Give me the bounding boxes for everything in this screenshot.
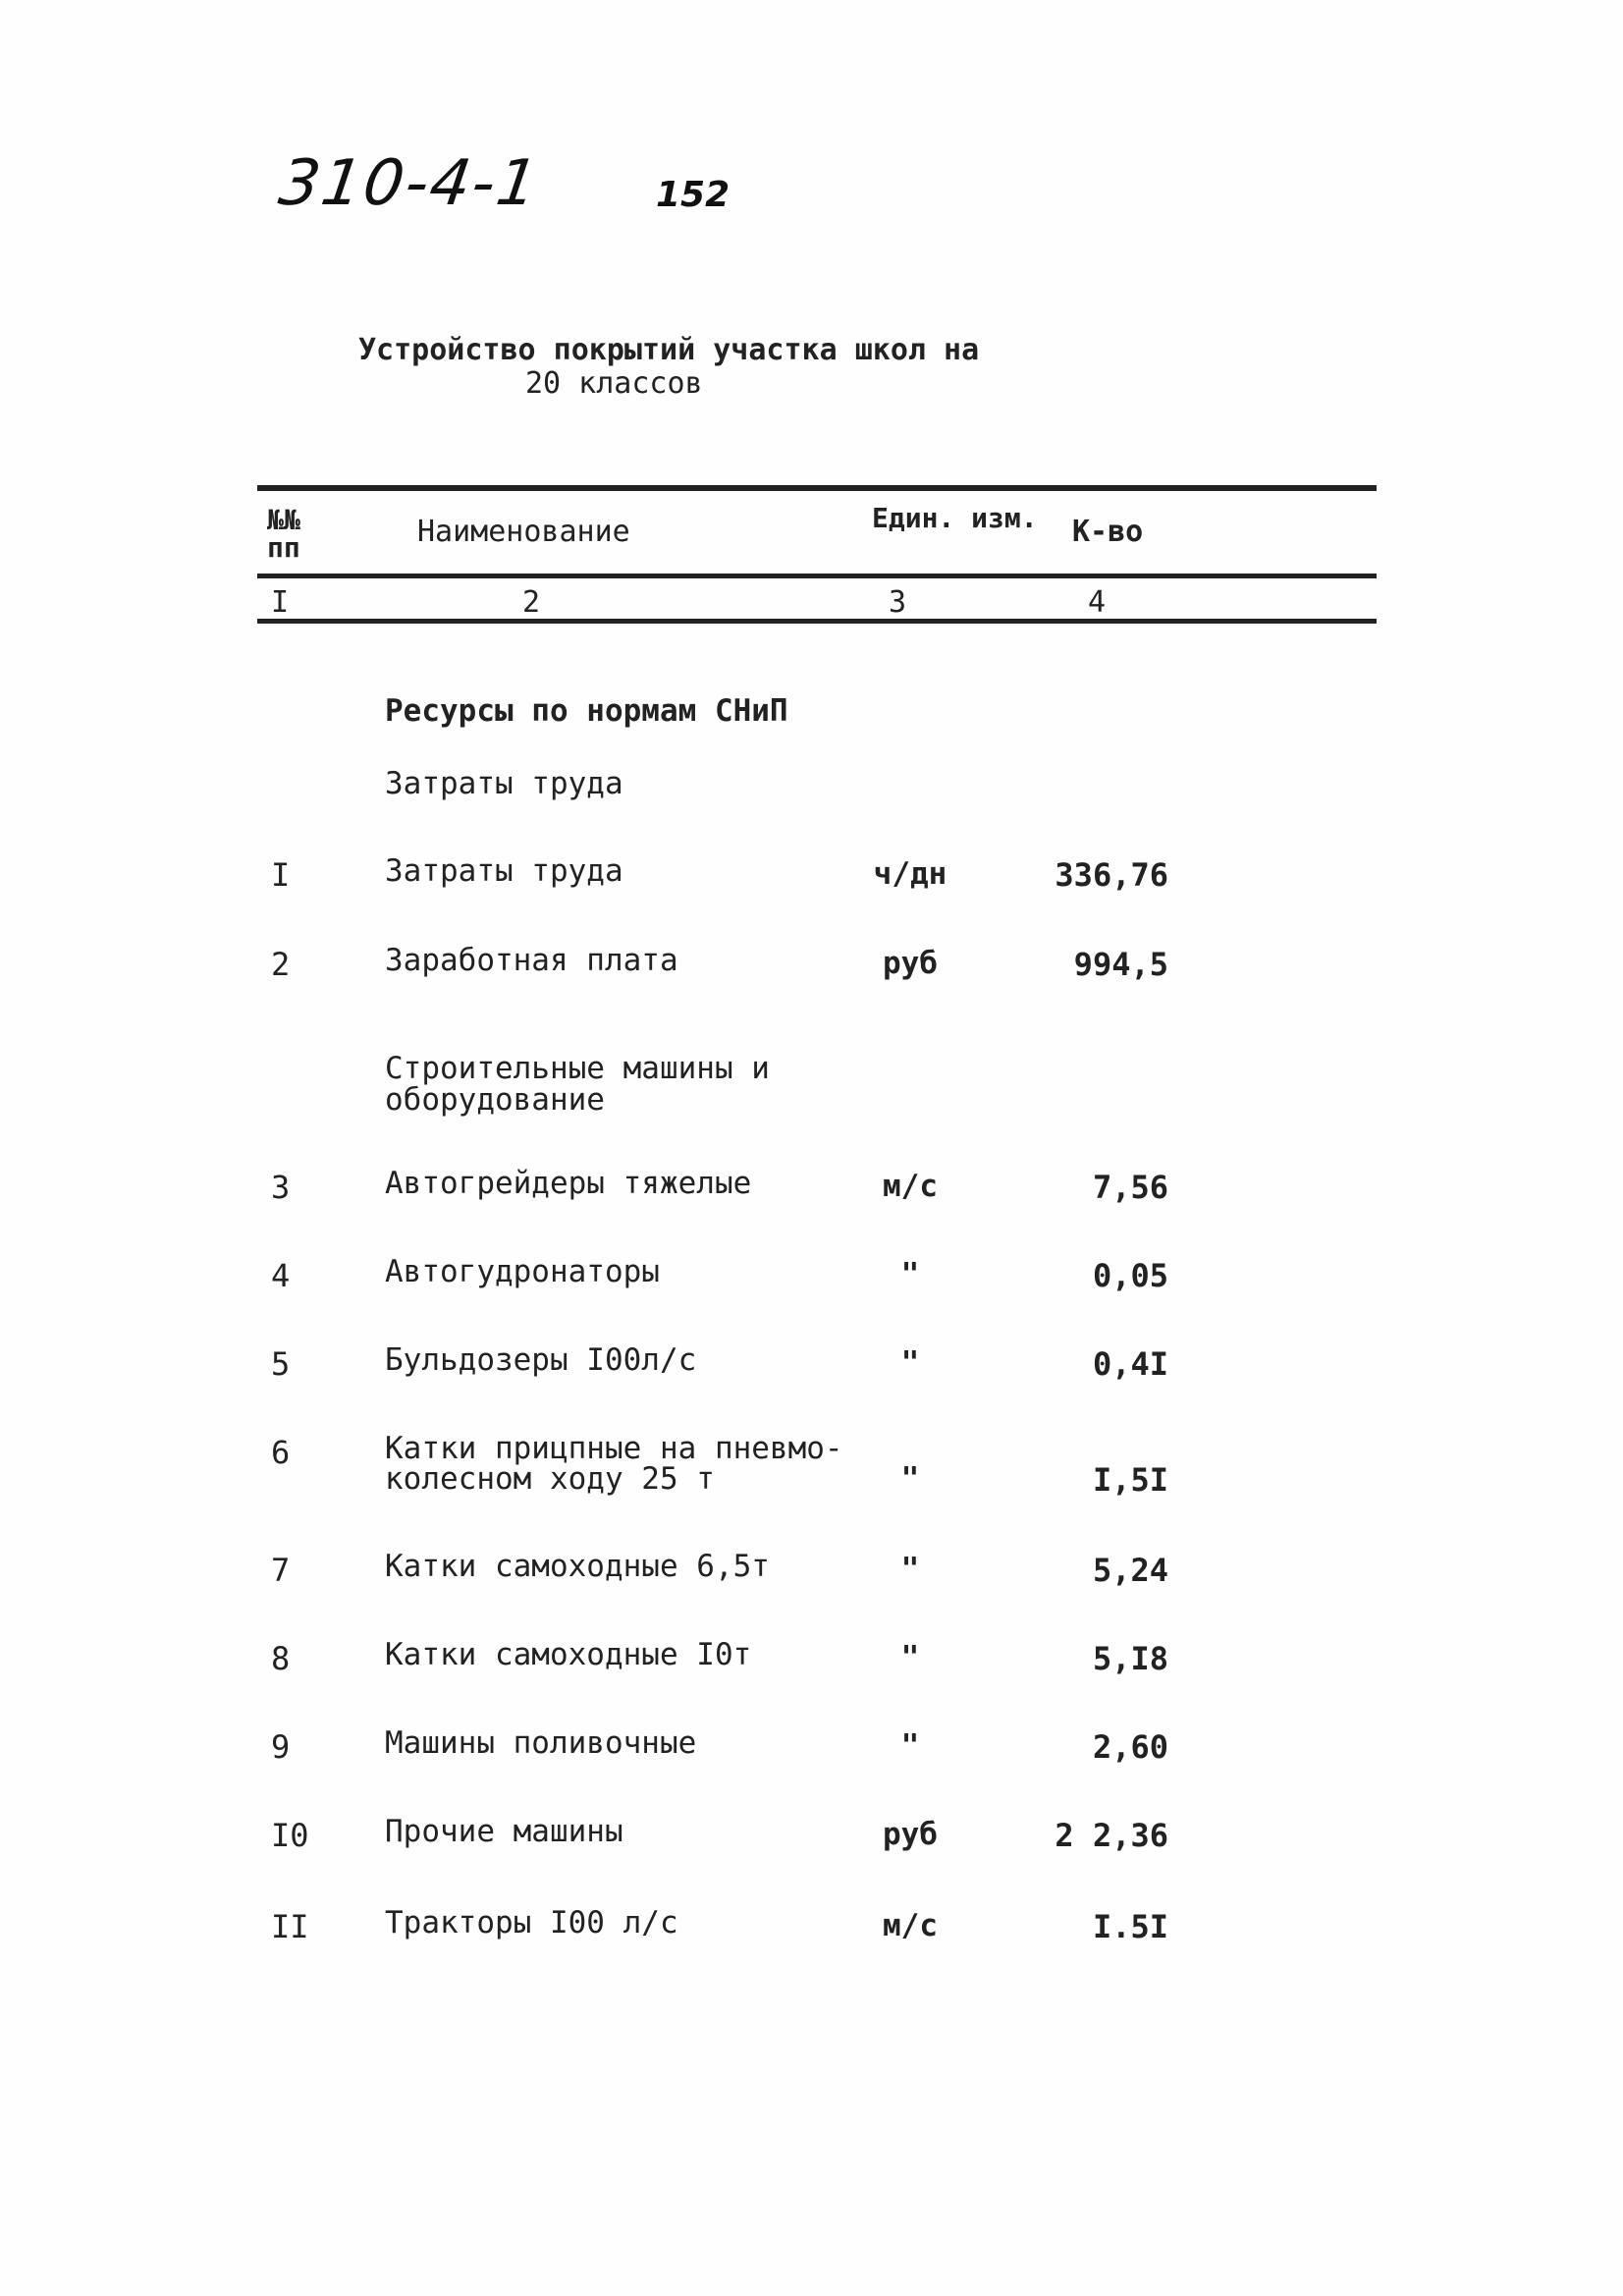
table-row bbox=[0, 943, 1623, 1024]
row-name: Заработная плата bbox=[385, 943, 678, 978]
row-number: 6 bbox=[271, 1434, 291, 1471]
section-machines bbox=[385, 1053, 770, 1116]
row-name: Катки самоходные I0т bbox=[385, 1637, 752, 1672]
table-row bbox=[0, 1549, 1623, 1630]
header-col-qty: К-во bbox=[1072, 515, 1144, 549]
row-name: Бульдозеры I00л/с bbox=[385, 1342, 697, 1378]
row-number: 7 bbox=[271, 1552, 291, 1589]
table-row bbox=[0, 1431, 1623, 1542]
row-name: Затраты труда bbox=[385, 853, 623, 889]
row-qty: 336,76 bbox=[1055, 856, 1168, 894]
table-row bbox=[0, 853, 1623, 935]
table-row bbox=[0, 1725, 1623, 1807]
table-colnum-rule bbox=[257, 619, 1377, 624]
header-col-unit: Един. изм. bbox=[872, 502, 1038, 534]
column-number-3: 3 bbox=[889, 585, 907, 620]
row-number: 5 bbox=[271, 1345, 291, 1383]
page-number: 152 bbox=[656, 175, 730, 215]
row-number: 3 bbox=[271, 1169, 291, 1206]
row-name: Катки самоходные 6,5т bbox=[385, 1549, 770, 1584]
title-line-2: 20 классов bbox=[525, 366, 703, 401]
row-qty: I,5I bbox=[1092, 1461, 1168, 1499]
row-name: Машины поливочные bbox=[385, 1725, 697, 1761]
row-qty: I.5I bbox=[1092, 1908, 1168, 1945]
table-row bbox=[0, 1905, 1623, 1987]
row-unit: " bbox=[900, 1345, 920, 1381]
row-qty: 2 2,36 bbox=[1055, 1817, 1168, 1854]
row-name: Тракторы I00 л/с bbox=[385, 1905, 678, 1941]
column-number-1: I bbox=[271, 585, 290, 620]
row-number: I bbox=[271, 856, 291, 894]
row-unit: руб bbox=[883, 946, 938, 981]
section-resources: Ресурсы по нормам СНиП bbox=[385, 693, 788, 729]
row-unit: руб bbox=[883, 1817, 938, 1852]
row-qty: 0,4I bbox=[1092, 1345, 1168, 1383]
table-row bbox=[0, 1814, 1623, 1895]
row-name-line-2: колесном ходу 25 т bbox=[385, 1461, 715, 1497]
row-unit: " bbox=[900, 1461, 920, 1497]
table-row bbox=[0, 1254, 1623, 1336]
column-number-4: 4 bbox=[1088, 585, 1107, 620]
row-unit: м/с bbox=[883, 1908, 938, 1943]
row-qty: 2,60 bbox=[1092, 1728, 1168, 1766]
document-title bbox=[358, 334, 1046, 401]
section-machines-line-1: Строительные машины и bbox=[385, 1051, 770, 1086]
row-qty: 5,I8 bbox=[1092, 1640, 1168, 1677]
row-qty: 994,5 bbox=[1073, 946, 1168, 983]
row-unit: " bbox=[900, 1640, 920, 1675]
row-name bbox=[385, 1431, 856, 1497]
table-row bbox=[0, 1637, 1623, 1719]
title-line-1: Устройство покрытий участка школ на bbox=[358, 333, 980, 367]
row-qty: 0,05 bbox=[1092, 1257, 1168, 1294]
row-name-line-1: Катки прицпные на пневмо- bbox=[385, 1431, 843, 1466]
row-unit: " bbox=[900, 1257, 920, 1292]
row-name: Прочие машины bbox=[385, 1814, 623, 1849]
header-col-name: Наименование bbox=[417, 515, 630, 549]
row-name: Автогудронаторы bbox=[385, 1254, 660, 1289]
document-code: 310-4-1 bbox=[274, 147, 544, 220]
row-name: Автогрейдеры тяжелые bbox=[385, 1166, 752, 1201]
row-qty: 7,56 bbox=[1092, 1169, 1168, 1206]
row-unit: " bbox=[900, 1728, 920, 1764]
row-unit: ч/дн bbox=[873, 856, 947, 892]
row-number: I0 bbox=[271, 1817, 309, 1854]
table-top-rule bbox=[257, 485, 1377, 491]
row-number: II bbox=[271, 1908, 309, 1945]
row-qty: 5,24 bbox=[1092, 1552, 1168, 1589]
table-header-rule bbox=[257, 574, 1377, 578]
row-number: 8 bbox=[271, 1640, 291, 1677]
row-number: 9 bbox=[271, 1728, 291, 1766]
row-unit: " bbox=[900, 1552, 920, 1587]
table-row bbox=[0, 1166, 1623, 1247]
column-number-2: 2 bbox=[522, 585, 541, 620]
row-number: 2 bbox=[271, 946, 291, 983]
row-unit: м/с bbox=[883, 1169, 938, 1204]
section-labor: Затраты труда bbox=[385, 766, 623, 801]
table-row bbox=[0, 1342, 1623, 1424]
section-machines-line-2: оборудование bbox=[385, 1082, 605, 1118]
header-col-number: №№ пп bbox=[267, 504, 300, 564]
row-number: 4 bbox=[271, 1257, 291, 1294]
